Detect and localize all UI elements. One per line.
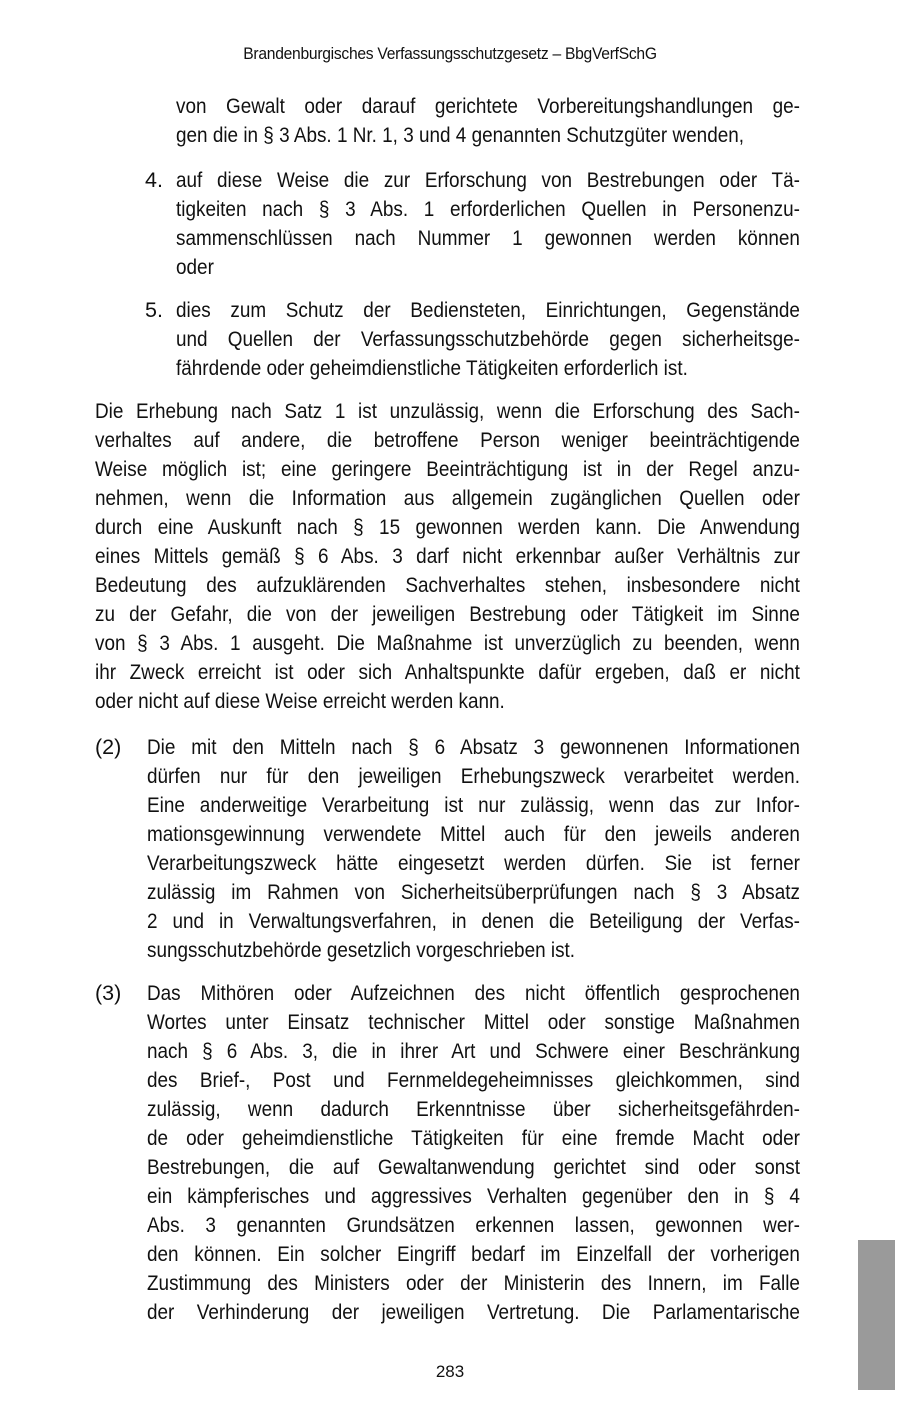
list-item-4 bbox=[176, 166, 800, 282]
text-line: ihr Zweck erreicht ist oder sich Anhaltspunkte dafür ergeben, daß er nicht bbox=[95, 660, 800, 684]
text-line: nehmen, wenn die Information aus allgemein zugänglichen Quellen oder bbox=[95, 486, 800, 510]
text-line: des Brief-, Post und Fernmeldegeheimnisses gleichkommen, sind bbox=[147, 1068, 800, 1092]
text-line: fährdende oder geheimdienstliche Tätigkeiten erforderlich ist. bbox=[176, 356, 688, 380]
text-line: mationsgewinnung verwendete Mittel auch für den jeweils anderen bbox=[147, 822, 800, 846]
running-head: Brandenburgisches Verfassungsschutzgesetz – BbgVerfSchG bbox=[243, 44, 657, 63]
text-line: zulässig im Rahmen von Sicherheitsüberprüfungen nach § 3 Absatz bbox=[147, 880, 800, 904]
text-line: Eine anderweitige Verarbeitung ist nur zulässig, wenn das zur Infor- bbox=[147, 793, 800, 817]
text-line: dürfen nur für den jeweiligen Erhebungszweck verarbeitet werden. bbox=[147, 764, 800, 788]
section-number: (3) bbox=[95, 981, 122, 1005]
text-line: und Quellen der Verfassungsschutzbehörde gegen sicherheitsge- bbox=[176, 327, 800, 351]
page-number: 283 bbox=[435, 1362, 465, 1381]
text-line: Die Erhebung nach Satz 1 ist unzulässig, wenn die Erforschung des Sach- bbox=[95, 399, 800, 423]
text-line: Wortes unter Einsatz technischer Mittel oder sonstige Maßnahmen bbox=[147, 1010, 800, 1034]
text-line: von § 3 Abs. 1 ausgeht. Die Maßnahme ist unverzüglich zu beenden, wenn bbox=[95, 631, 800, 655]
text-line: ein kämpferisches und aggressives Verhalten gegenüber den in § 4 bbox=[147, 1184, 800, 1208]
text-line: Zustimmung des Ministers oder der Ministerin des Innern, im Falle bbox=[147, 1271, 800, 1295]
section-2 bbox=[147, 733, 800, 965]
list-item-number: 4. bbox=[145, 168, 163, 192]
text-line: zulässig, wenn dadurch Erkenntnisse über sicherheitsgefährden- bbox=[147, 1097, 800, 1121]
text-line: verhaltes auf andere, die betroffene Person weniger beeinträchtigende bbox=[95, 428, 800, 452]
text-line: oder nicht auf diese Weise erreicht werden kann. bbox=[95, 689, 505, 713]
text-line: sammenschlüssen nach Nummer 1 gewonnen werden können bbox=[176, 226, 800, 250]
text-line: 2 und in Verwaltungsverfahren, in denen die Beteiligung der Verfas- bbox=[147, 909, 800, 933]
text-line: Bestrebungen, die auf Gewaltanwendung gerichtet sind oder sonst bbox=[147, 1155, 800, 1179]
text-line: sungsschutzbehörde gesetzlich vorgeschrieben ist. bbox=[147, 938, 576, 962]
text-line: zu der Gefahr, die von der jeweiligen Bestrebung oder Tätigkeit im Sinne bbox=[95, 602, 800, 626]
list-item-number: 5. bbox=[145, 298, 163, 322]
text-line: durch eine Auskunft nach § 15 gewonnen werden kann. Die Anwendung bbox=[95, 515, 800, 539]
text-line: auf diese Weise die zur Erforschung von Bestrebungen oder Tä- bbox=[176, 168, 800, 192]
text-line: gen die in § 3 Abs. 1 Nr. 1, 3 und 4 genannten Schutzgüter wenden, bbox=[176, 123, 745, 147]
text-line: eines Mittels gemäß § 6 Abs. 3 darf nicht erkennbar außer Verhältnis zur bbox=[95, 544, 800, 568]
text-line: Abs. 3 genannten Grundsätzen erkennen lassen, gewonnen wer- bbox=[147, 1213, 800, 1237]
text-line: von Gewalt oder darauf gerichtete Vorbereitungshandlungen ge- bbox=[176, 94, 800, 118]
continuation-text bbox=[176, 92, 800, 150]
text-line: oder bbox=[176, 255, 214, 279]
text-line: Weise möglich ist; eine geringere Beeinträchtigung ist in der Regel anzu- bbox=[95, 457, 800, 481]
section-number: (2) bbox=[95, 735, 122, 759]
closing-paragraph bbox=[95, 397, 800, 716]
text-line: Die mit den Mitteln nach § 6 Absatz 3 gewonnenen Informationen bbox=[147, 735, 800, 759]
text-line: Das Mithören oder Aufzeichnen des nicht öffentlich gesprochenen bbox=[147, 981, 800, 1005]
list-item-5 bbox=[176, 296, 800, 383]
text-line: Bedeutung des aufzuklärenden Sachverhaltes stehen, insbesondere nicht bbox=[95, 573, 800, 597]
text-line: dies zum Schutz der Bediensteten, Einrichtungen, Gegenstände bbox=[176, 298, 800, 322]
text-line: den können. Ein solcher Eingriff bedarf im Einzelfall der vorherigen bbox=[147, 1242, 800, 1266]
text-line: nach § 6 Abs. 3, die in ihrer Art und Schwere einer Beschränkung bbox=[147, 1039, 800, 1063]
section-3 bbox=[147, 979, 800, 1327]
chapter-thumb-tab bbox=[858, 1240, 895, 1390]
text-line: tigkeiten nach § 3 Abs. 1 erforderlichen Quellen in Personenzu- bbox=[176, 197, 800, 221]
text-line: der Verhinderung der jeweiligen Vertretung. Die Parlamentarische bbox=[147, 1300, 800, 1324]
text-line: de oder geheimdienstliche Tätigkeiten für eine fremde Macht oder bbox=[147, 1126, 800, 1150]
text-line: Verarbeitungszweck hätte eingesetzt werden dürfen. Sie ist ferner bbox=[147, 851, 800, 875]
